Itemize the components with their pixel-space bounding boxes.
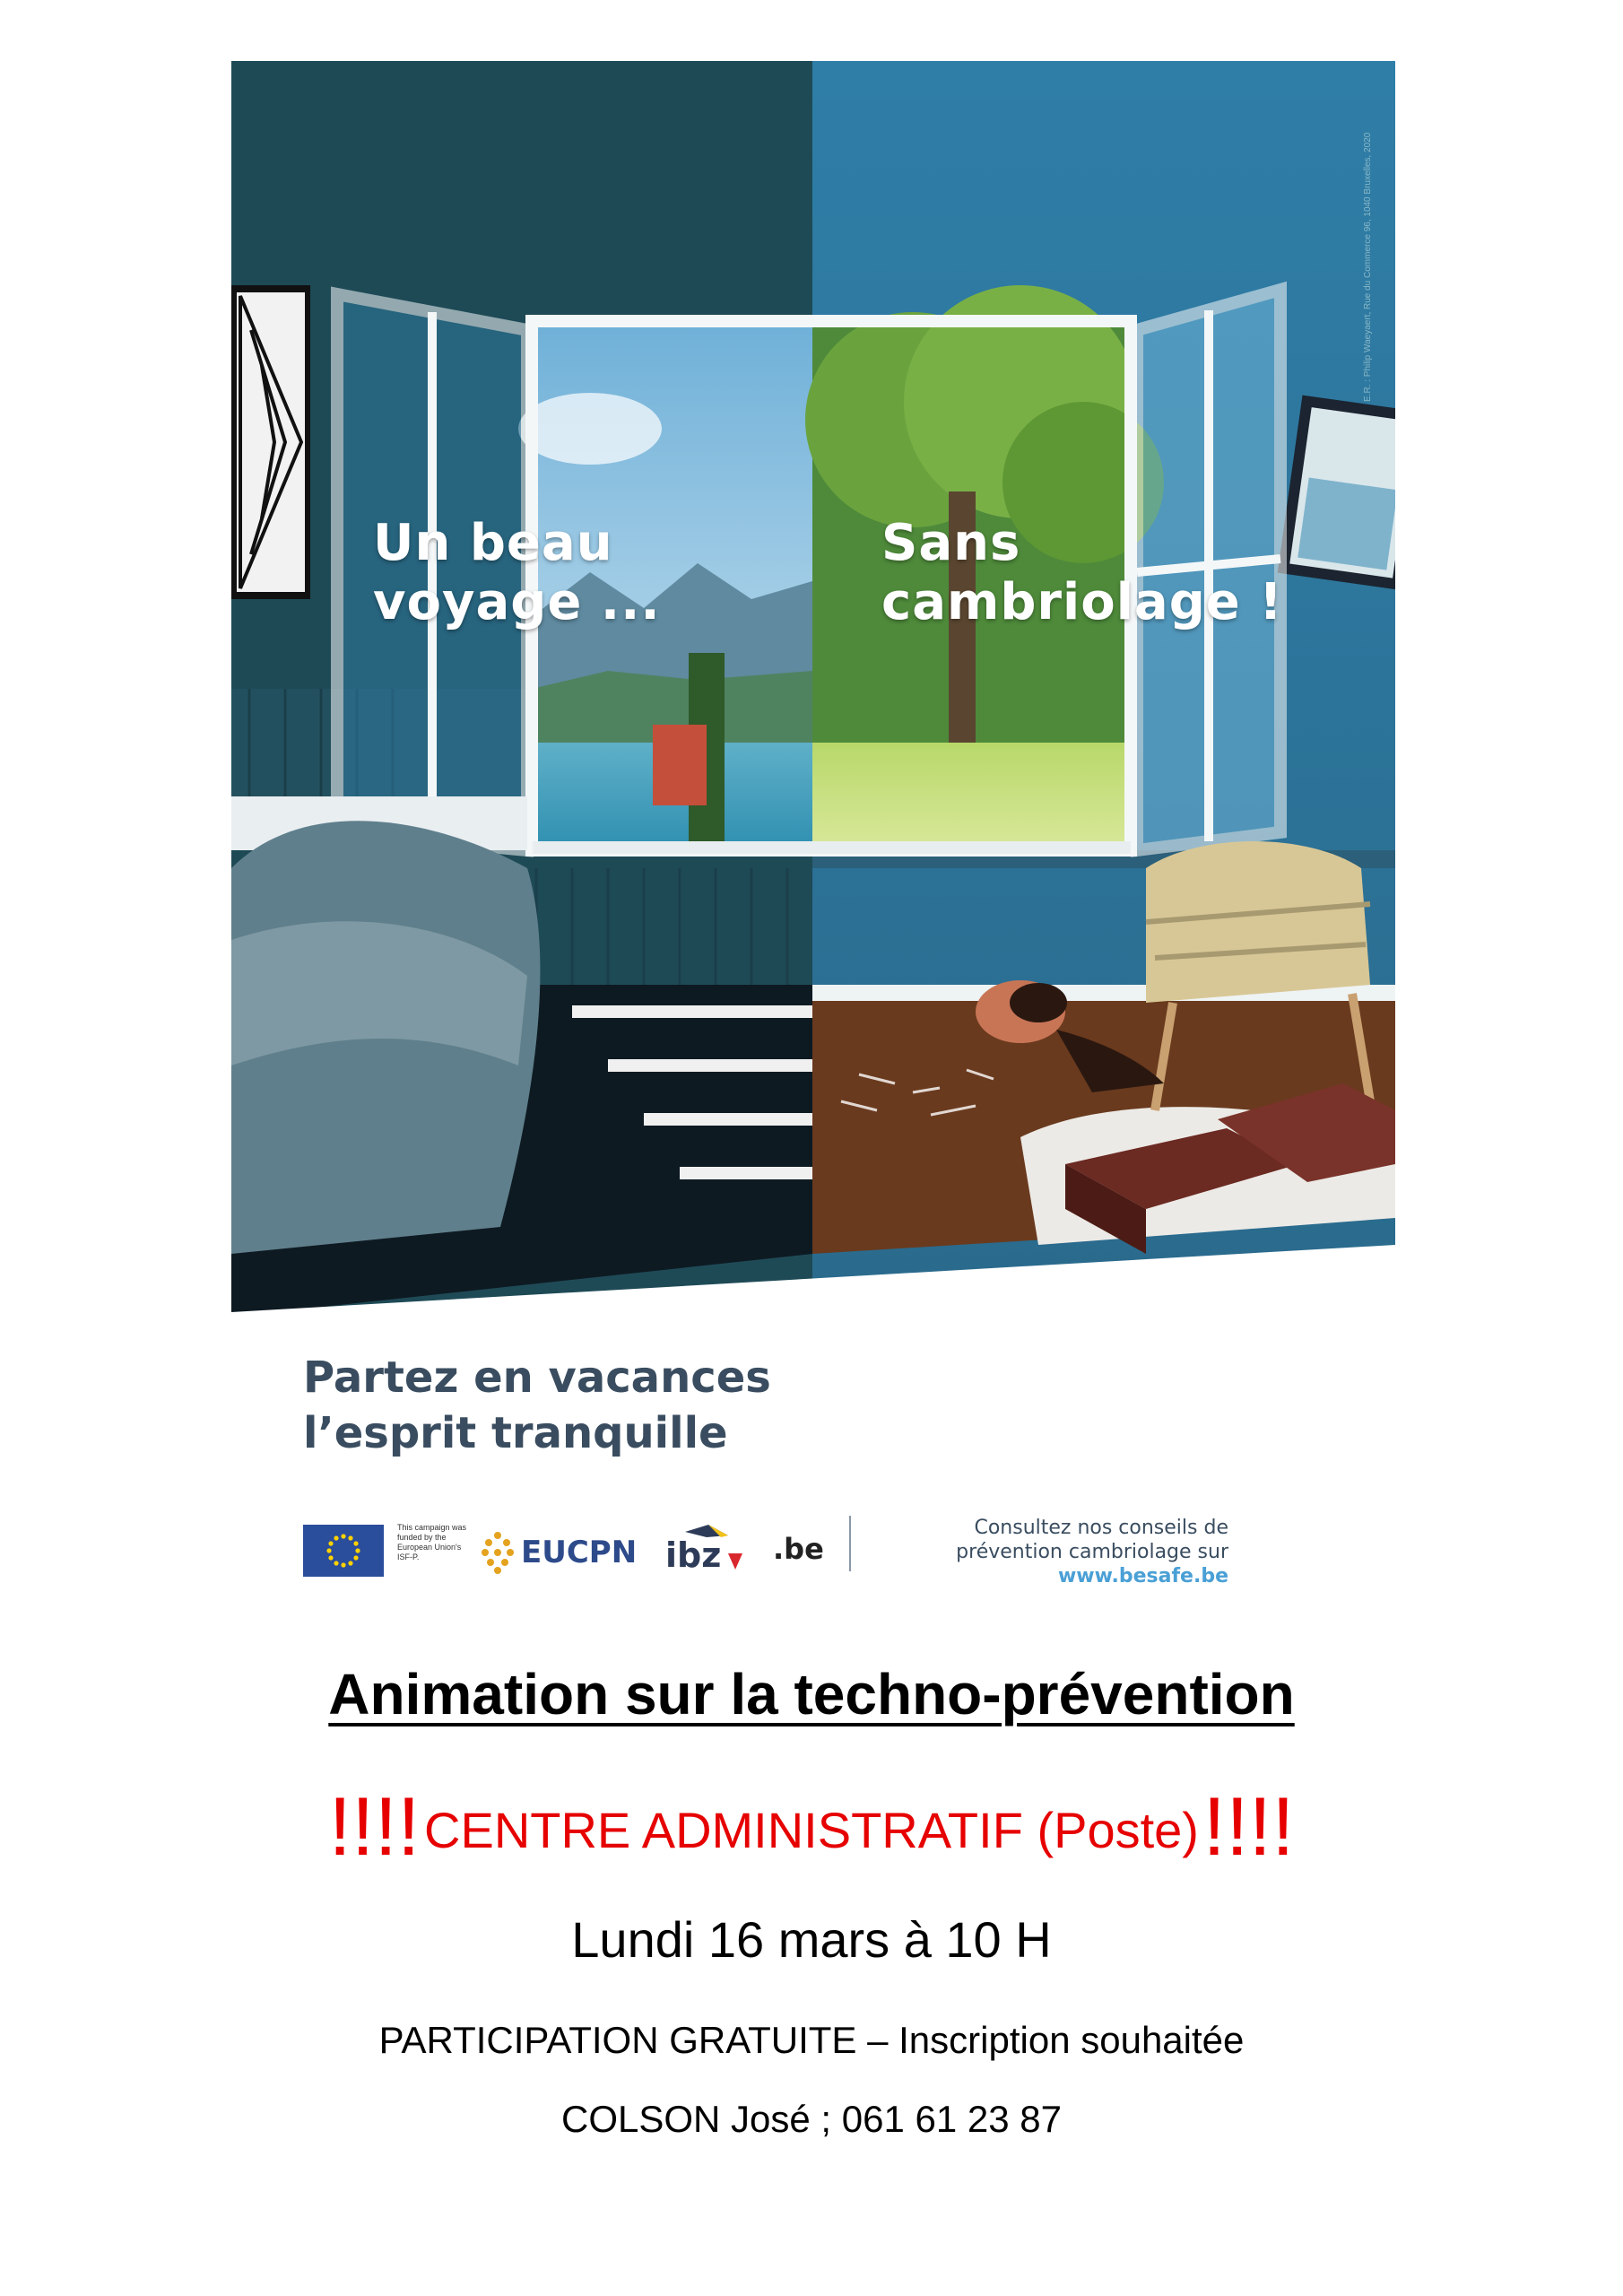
participation-info: PARTICIPATION GRATUITE – Inscription souhaitée bbox=[378, 2019, 1245, 2061]
publisher-imprint: E.R. : Philip Waeyaert, Rue du Commerce 96, 1040 Bruxelles, 2020 bbox=[1363, 132, 1373, 402]
headline-left: Un beau voyage ... bbox=[373, 514, 661, 631]
prevention-advice: Consultez nos conseils de prévention cambriolage sur www.besafe.be bbox=[888, 1516, 1228, 1588]
eu-funding-note: This campaign was funded by the European Union's ISF-P. bbox=[397, 1523, 467, 1561]
poster-tagline: Partez en vacances l’esprit tranquille bbox=[303, 1352, 771, 1458]
poster-illustration bbox=[231, 61, 1395, 1317]
contact-info: COLSON José ; 061 61 23 87 bbox=[561, 2098, 1062, 2140]
besafe-link[interactable]: www.besafe.be bbox=[1057, 1565, 1228, 1587]
event-date-time: Lundi 16 mars à 10 H bbox=[571, 1911, 1052, 1968]
dot-be-logo: .be bbox=[773, 1532, 824, 1566]
exclamation-left: !!!! bbox=[328, 1781, 421, 1873]
headline-right: Sans cambriolage ! bbox=[881, 514, 1283, 631]
ibz-label: ibz bbox=[665, 1535, 722, 1575]
event-title: Animation sur la techno-prévention bbox=[328, 1662, 1295, 1726]
exclamation-right: !!!! bbox=[1202, 1781, 1295, 1873]
event-location bbox=[0, 1780, 1623, 1874]
ibz-logo bbox=[665, 1525, 746, 1578]
location-label: CENTRE ADMINISTRATIF (Poste) bbox=[424, 1802, 1199, 1858]
bed bbox=[231, 796, 540, 1254]
framed-art-left bbox=[231, 285, 310, 599]
campaign-poster bbox=[231, 61, 1395, 1317]
eucpn-label: EUCPN bbox=[521, 1535, 638, 1570]
eucpn-logo bbox=[480, 1530, 637, 1575]
logo-divider bbox=[849, 1516, 851, 1571]
eucpn-dots-icon bbox=[480, 1530, 516, 1575]
eu-flag-logo bbox=[303, 1525, 384, 1577]
